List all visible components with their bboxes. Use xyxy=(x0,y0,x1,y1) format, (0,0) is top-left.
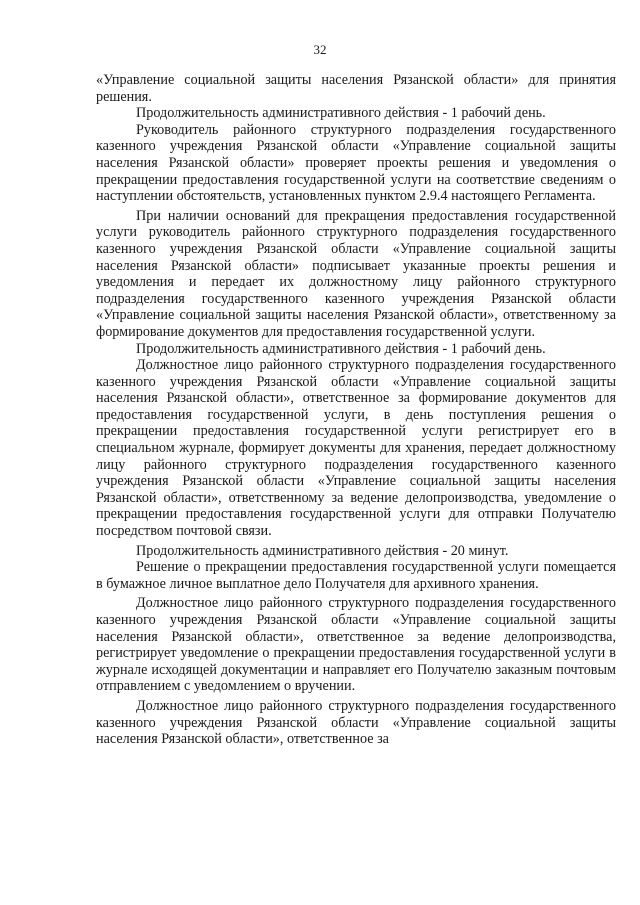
paragraph: Руководитель районного структурного подразделения государственного казенного учреждения Рязанской области «Управление социальной защиты населения Рязанской области» проверяет проекты решения и уведомления о прекращении предоставления государственной услуги на соответствие сведениям о наступлении обстоятельств, установленных пунктом 2.9.4 настоящего Регламента. xyxy=(96,121,616,205)
paragraph: «Управление социальной защиты населения Рязанской области» для принятия решения. xyxy=(96,72,616,105)
body-text xyxy=(96,72,616,748)
paragraph: Продолжительность административного действия - 1 рабочий день. xyxy=(136,340,546,357)
paragraph: При наличии оснований для прекращения предоставления государственной услуги руководитель районного структурного подразделения государственного казенного учреждения Рязанской области «Управление социальной защиты населения Рязанской области» подписывает указанные проекты решения и уведомления и передает их должностному лицу районного структурного подразделения государственного казенного учреждения Рязанской области «Управление социальной защиты населения Рязанской области», ответственному за формирование документов для предоставления государственной услуги. xyxy=(96,207,616,340)
page-number: 32 xyxy=(313,42,327,57)
paragraph: Должностное лицо районного структурного подразделения государственного казенного учреждения Рязанской области «Управление социальной защиты населения Рязанской области», ответственное за ведение делопроизводства, регистрирует уведомление о прекращении предоставления государственной услуги в журнале исходящей документации и направляет его Получателю заказным почтовым отправлением с уведомлением о вручении. xyxy=(96,595,616,695)
paragraph: Решение о прекращении предоставления государственной услуги помещается в бумажное личное выплатное дело Получателя для архивного хранения. xyxy=(96,559,616,592)
paragraph: Должностное лицо районного структурного подразделения государственного казенного учреждения Рязанской области «Управление социальной защиты населения Рязанской области», ответственное за формирование документов для предоставления государственной услуги, в день поступления решения о прекращении предоставления государственной услуги регистрирует его в специальном журнале, формирует документы для хранения, передает должностному лицу районного структурного подразделения государственного казенного учреждения Рязанской области «Управление социальной защиты населения Рязанской области», ответственному за ведение делопроизводства, уведомление о прекращении предоставления государственной услуги для отправки Получателю посредством почтовой связи. xyxy=(96,357,616,540)
paragraph: Должностное лицо районного структурного подразделения государственного казенного учреждения Рязанской области «Управление социальной защиты населения Рязанской области», ответственное за xyxy=(96,697,616,748)
paragraph: Продолжительность административного действия - 1 рабочий день. xyxy=(136,105,546,122)
paragraph: Продолжительность административного действия - 20 минут. xyxy=(136,542,509,559)
